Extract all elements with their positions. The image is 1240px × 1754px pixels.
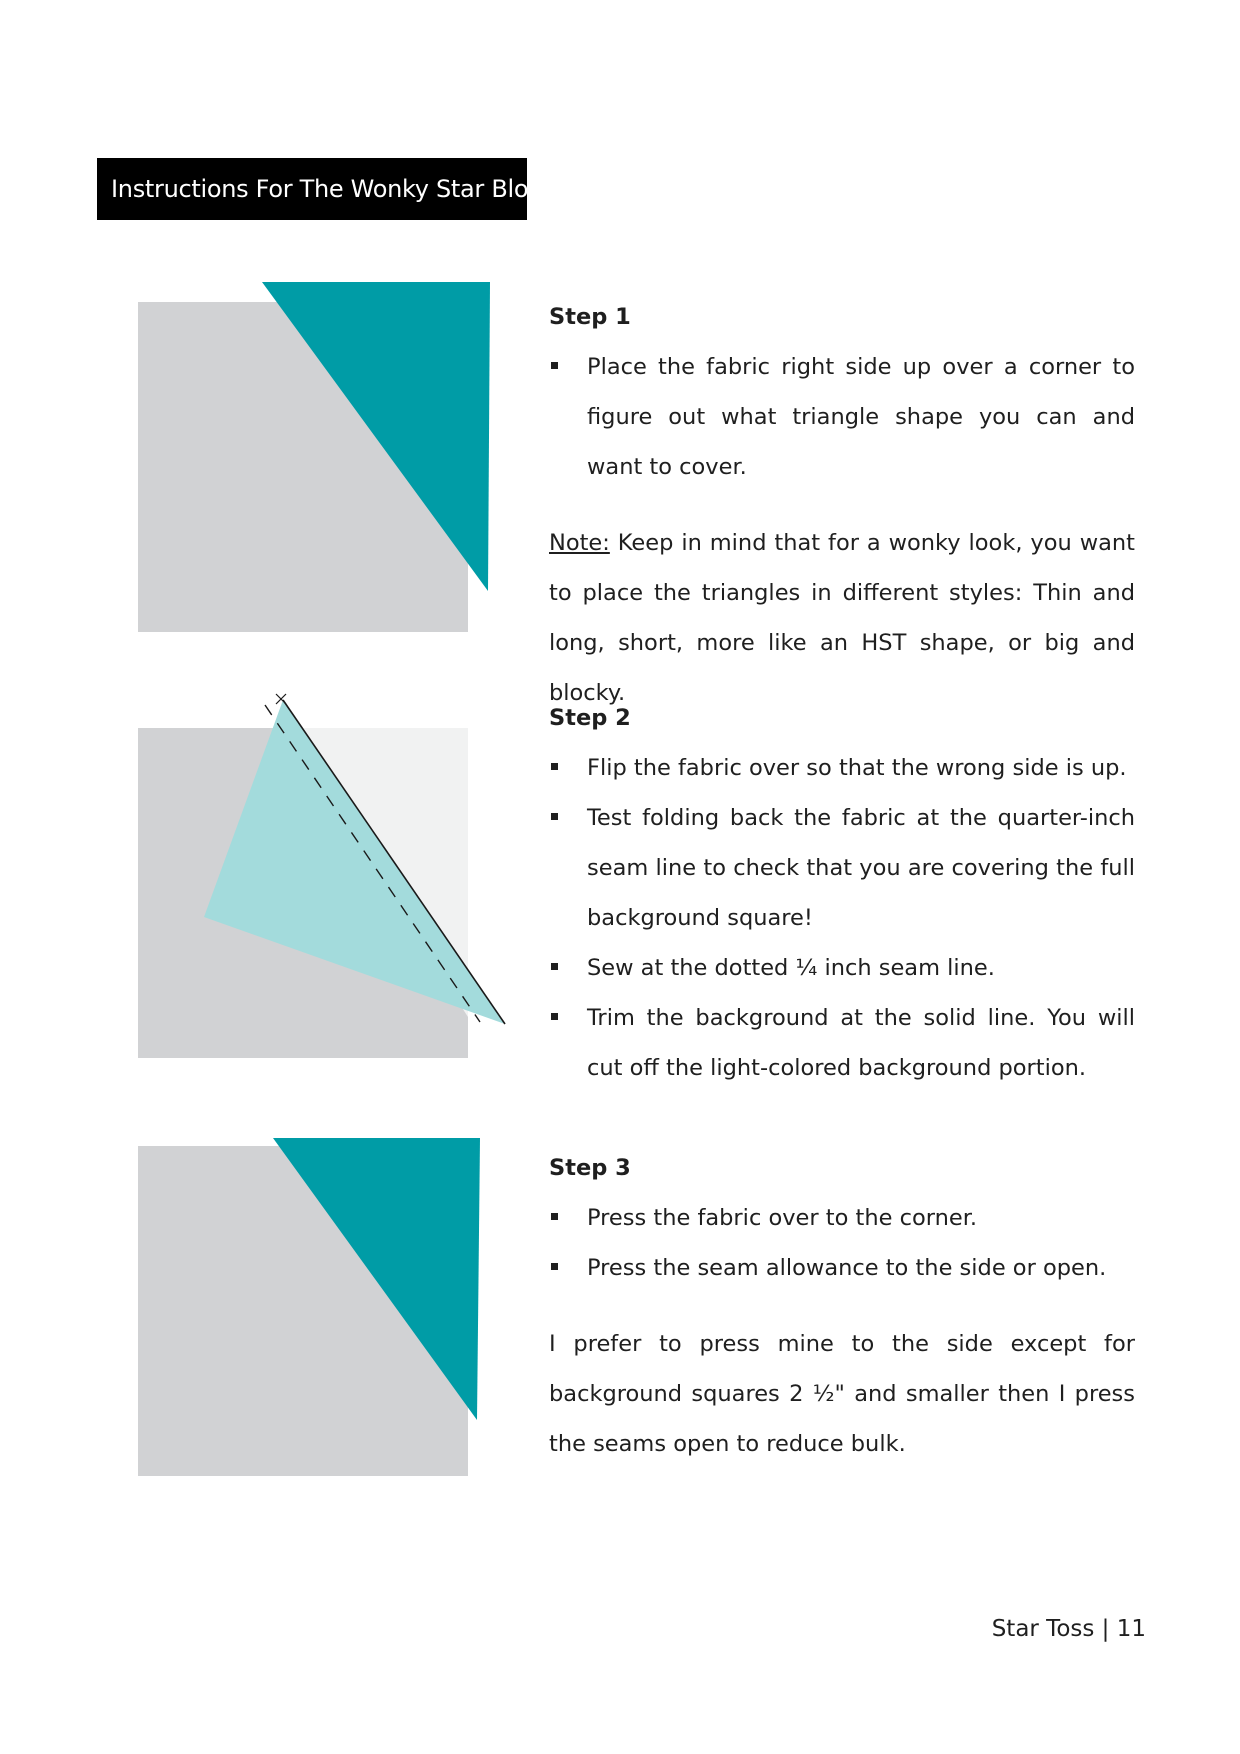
list-item (549, 1243, 1135, 1293)
list-item-text: Press the seam allowance to the side or open. (587, 1255, 1107, 1281)
bullet-square-icon (551, 1013, 558, 1020)
step-2-bullets (549, 743, 1135, 1093)
bullet-square-icon (551, 813, 558, 820)
bullet-square-icon (551, 1213, 558, 1220)
note-label: Note: (549, 530, 610, 556)
list-item (549, 1193, 1135, 1243)
page-title: Instructions For The Wonky Star Block (97, 158, 527, 220)
list-item (549, 993, 1135, 1093)
step-3-bullets (549, 1193, 1135, 1293)
list-item-text: Place the fabric right side up over a corner to figure out what triangle shape you can and want to cover. (587, 354, 1135, 480)
step-3-section (549, 1143, 1135, 1469)
list-item (549, 793, 1135, 943)
step-1-bullets (549, 342, 1135, 492)
bullet-square-icon (551, 763, 558, 770)
list-item (549, 743, 1135, 793)
page-footer: Star Toss | 11 (991, 1616, 1146, 1642)
list-item (549, 342, 1135, 492)
bullet-square-icon (551, 1263, 558, 1270)
step-3-paragraph: I prefer to press mine to the side except for background squares 2 ½" and smaller then I press the seams open to reduce bulk. (549, 1331, 1135, 1457)
step-2-title: Step 2 (549, 705, 631, 731)
list-item-text: Press the fabric over to the corner. (587, 1205, 978, 1231)
list-item-text: Flip the fabric over so that the wrong side is up. (587, 755, 1127, 781)
bullet-square-icon (551, 362, 558, 369)
step-3-title: Step 3 (549, 1155, 631, 1181)
step-1-title: Step 1 (549, 304, 631, 330)
list-item-text: Test folding back the fabric at the quarter-inch seam line to check that you are covering the full background square! (587, 805, 1135, 931)
step-1-note (549, 518, 1135, 718)
list-item-text: Sew at the dotted ¼ inch seam line. (587, 955, 995, 981)
bullet-square-icon (551, 963, 558, 970)
list-item-text: Trim the background at the solid line. You will cut off the light-colored background portion. (587, 1005, 1135, 1081)
step-3-figure (120, 1130, 520, 1510)
step-2-section (549, 693, 1135, 1093)
step-1-section (549, 292, 1135, 718)
list-item (549, 943, 1135, 993)
step-2-figure (120, 690, 520, 1070)
note-text: Keep in mind that for a wonky look, you want to place the triangles in different styles: Thin and long, short, more like an HST shape, or big and blocky. (549, 530, 1135, 706)
step-1-figure (120, 260, 520, 640)
